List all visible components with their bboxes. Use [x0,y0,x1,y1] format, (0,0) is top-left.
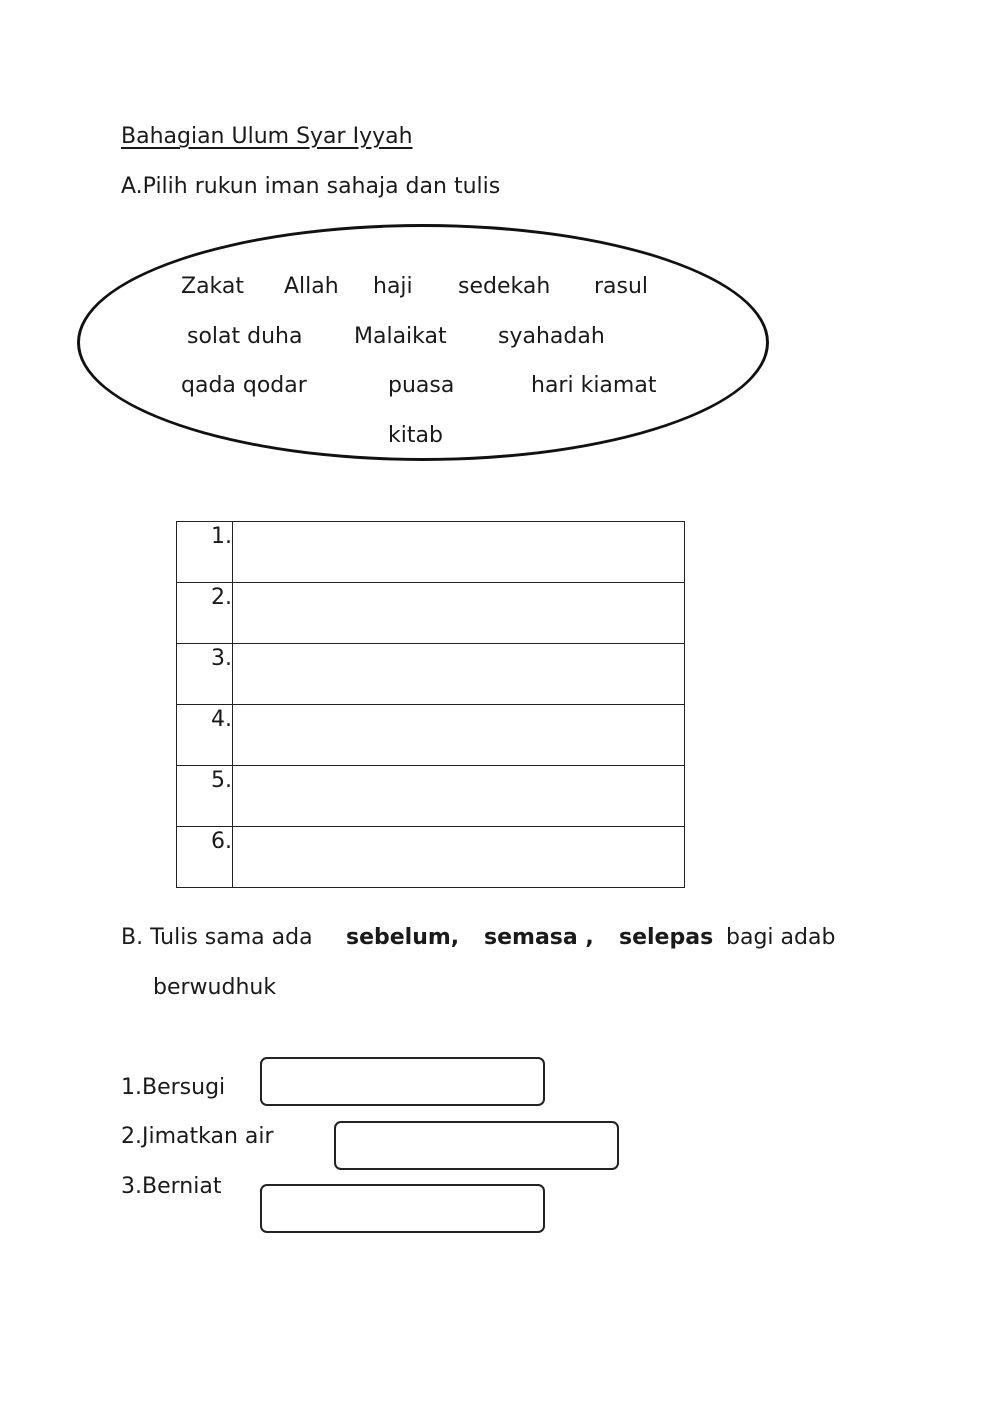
part-a-instruction: A.Pilih rukun iman sahaja dan tulis [121,174,501,199]
section-title: Bahagian Ulum Syar Iyyah [121,124,413,149]
answer-box-3[interactable] [260,1184,545,1233]
word-bank-item: hari kiamat [531,373,657,398]
answer-cell[interactable] [233,522,685,583]
word-bank-item: Malaikat [354,324,447,349]
answer-cell[interactable] [233,766,685,827]
word-bank-item: rasul [594,274,649,299]
table-row [177,522,685,583]
word-bank-item: qada qodar [181,373,307,398]
row-number: 2. [177,583,233,644]
row-number: 5. [177,766,233,827]
item-berniat: 3.Berniat [121,1174,222,1199]
word-bank-item: sedekah [458,274,551,299]
part-b-instruction-line2: berwudhuk [153,975,277,1000]
table-row [177,766,685,827]
word-bank-item: puasa [388,373,455,398]
word-bank-item: Allah [284,274,339,299]
answer-cell[interactable] [233,827,685,888]
table-row [177,644,685,705]
part-b-instruction-start: B. Tulis sama ada [121,925,313,950]
row-number: 1. [177,522,233,583]
option-semasa: semasa , [484,925,594,950]
word-bank-item: haji [373,274,413,299]
answer-cell[interactable] [233,644,685,705]
row-number: 6. [177,827,233,888]
option-sebelum: sebelum, [346,925,460,950]
word-bank-item: kitab [388,423,443,448]
table-row [177,705,685,766]
table-row [177,583,685,644]
answer-box-1[interactable] [260,1057,545,1106]
word-bank-item: Zakat [181,274,245,299]
table-row [177,827,685,888]
answer-table [176,521,685,888]
option-selepas: selepas [619,925,714,950]
row-number: 4. [177,705,233,766]
word-bank-item: syahadah [498,324,605,349]
answer-cell[interactable] [233,583,685,644]
item-jimatkan-air: 2.Jimatkan air [121,1124,274,1149]
part-b-instruction-end: bagi adab [726,925,836,950]
word-bank-item: solat duha [187,324,303,349]
answer-box-2[interactable] [334,1121,619,1170]
item-bersugi: 1.Bersugi [121,1075,226,1100]
row-number: 3. [177,644,233,705]
answer-cell[interactable] [233,705,685,766]
